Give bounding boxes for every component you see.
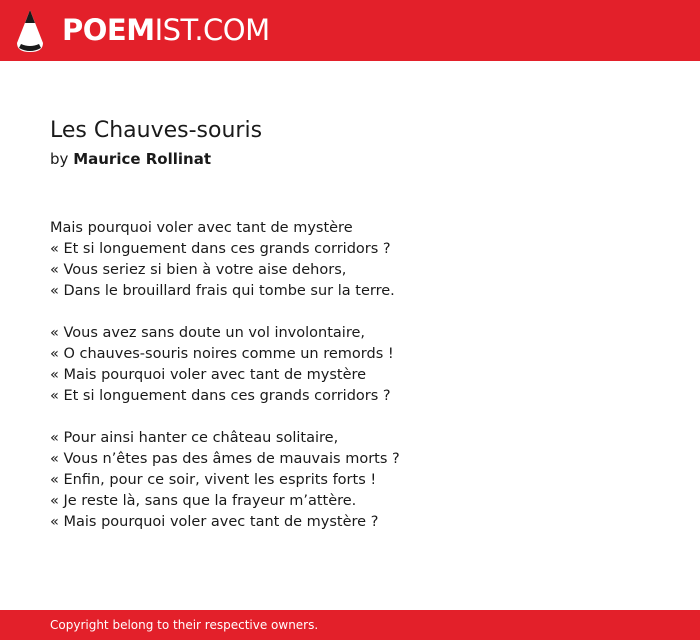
verse-line: « Mais pourquoi voler avec tant de mystère	[50, 367, 367, 383]
verse-line: « Vous seriez si bien à votre aise dehors,	[50, 262, 347, 278]
stanza	[50, 428, 670, 533]
poem-body	[50, 218, 670, 554]
by-label: by	[50, 150, 69, 168]
verse-line: « Et si longuement dans ces grands corridors ?	[50, 388, 391, 404]
byline	[50, 148, 211, 170]
verse-line: Mais pourquoi voler avec tant de mystère	[50, 220, 353, 236]
poem-title: Les Chauves-souris	[50, 118, 263, 143]
stanza	[50, 323, 670, 407]
verse-line: « O chauves-souris noires comme un remords !	[50, 346, 394, 362]
verse-line: « Je reste là, sans que la frayeur m’attère.	[50, 493, 357, 509]
author-name[interactable]: Maurice Rollinat	[73, 150, 211, 168]
verse-line: « Vous avez sans doute un vol involontaire,	[50, 325, 365, 341]
pencil-tip-icon[interactable]	[16, 9, 44, 53]
site-header	[0, 0, 700, 61]
verse-line: « Vous n’êtes pas des âmes de mauvais morts ?	[50, 451, 400, 467]
verse-line: « Et si longuement dans ces grands corridors ?	[50, 241, 391, 257]
verse-line: « Mais pourquoi voler avec tant de mystère ?	[50, 514, 379, 530]
verse-line: « Dans le brouillard frais qui tombe sur la terre.	[50, 283, 395, 299]
site-footer	[0, 610, 700, 640]
verse-line: « Pour ainsi hanter ce château solitaire,	[50, 430, 339, 446]
stanza	[50, 218, 670, 302]
brand-light-text: IST.COM	[154, 13, 270, 47]
copyright-notice: Copyright belong to their respective owners.	[50, 618, 319, 632]
verse-line: « Enfin, pour ce soir, vivent les esprits forts !	[50, 472, 377, 488]
site-logo-link[interactable]	[62, 12, 270, 48]
brand-bold-text: POEM	[62, 13, 155, 47]
